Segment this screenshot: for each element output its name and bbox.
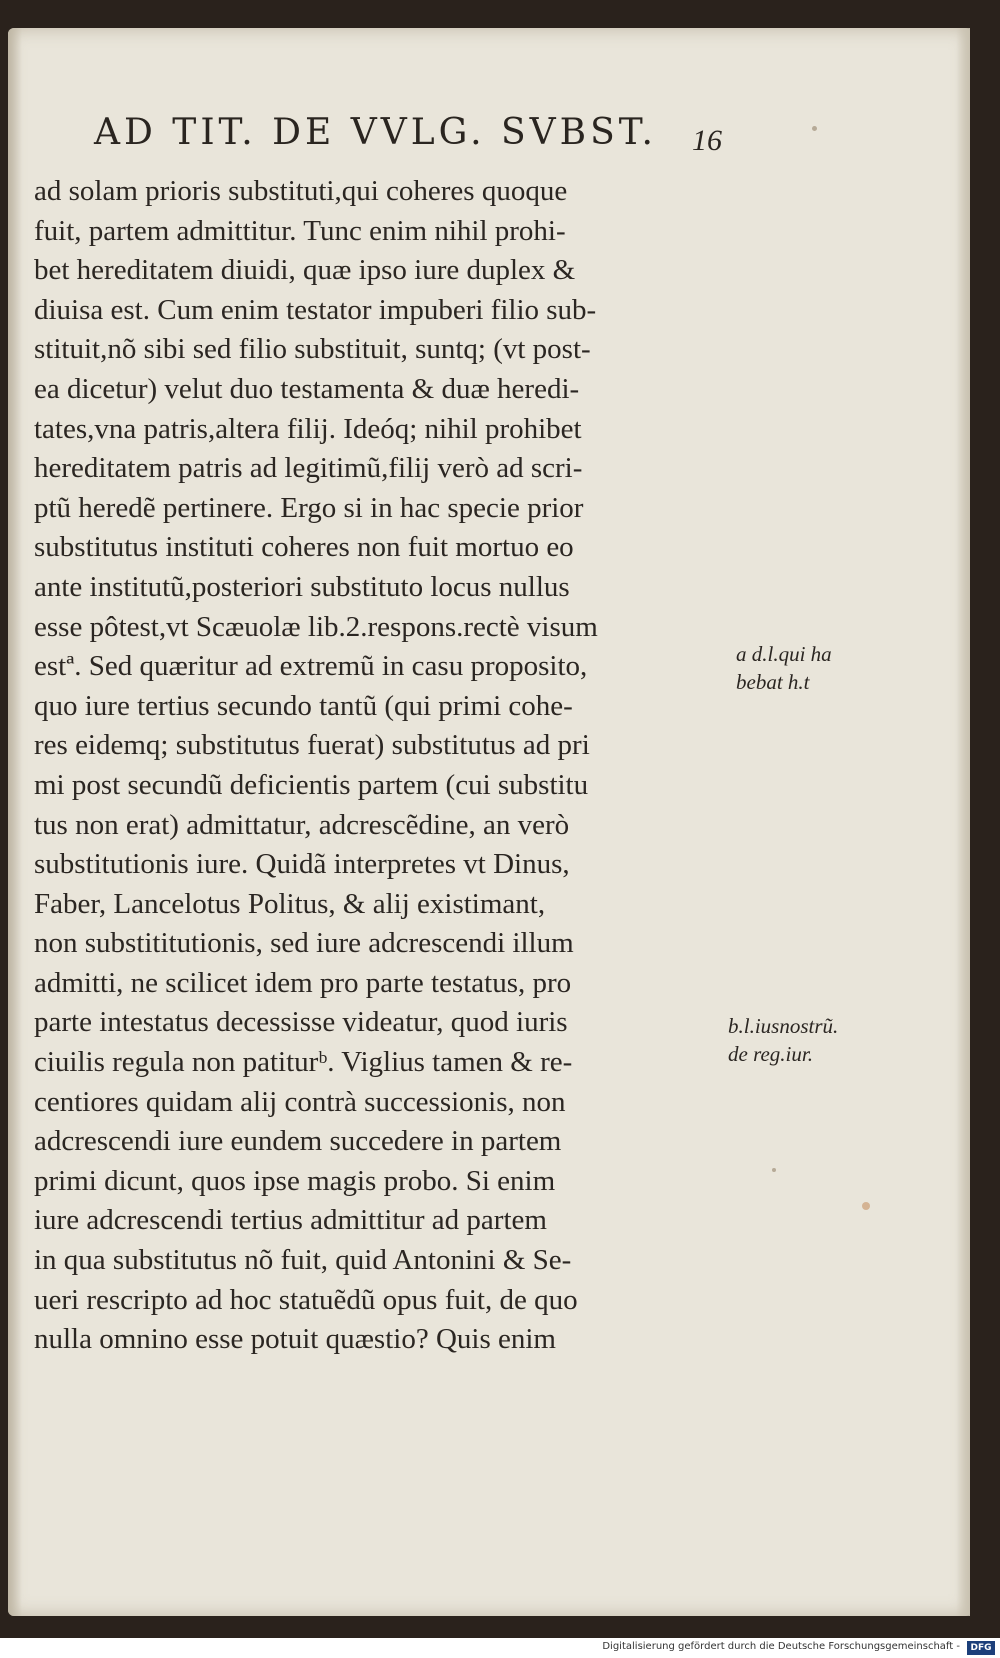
text-line: adcrescendi iure eundem succedere in partem: [34, 1125, 562, 1158]
text-line: stituit,nõ sibi sed filio substituit, suntq; (vt post-: [34, 333, 591, 366]
dfg-logo: DFG: [967, 1641, 995, 1655]
text-line: esse pôtest,vt Scæuolæ lib.2.respons.rectè visum: [34, 610, 598, 643]
margin-note-b: [728, 1012, 838, 1068]
text-line: quo iure tertius secundo tantũ (qui primi cohe-: [34, 689, 573, 722]
page-left-shadow: [8, 28, 22, 1616]
margin-note-a-line1: a d.l.qui ha: [736, 642, 832, 666]
text-line: centiores quidam alij contrà successionis, non: [34, 1085, 566, 1118]
text-line: in qua substitutus nõ fuit, quid Antonini & Se-: [34, 1244, 572, 1277]
text-line: tates,vna patris,altera filij. Ideóq; nihil prohibet: [34, 412, 582, 445]
text-line: tus non erat) admittatur, adcrescẽdine, an verò: [34, 808, 570, 841]
text-line: ueri rescripto ad hoc statuẽdũ opus fuit, de quo: [34, 1283, 578, 1316]
text-line: ea dicetur) velut duo testamenta & duæ heredi-: [34, 372, 580, 405]
text-line: hereditatem patris ad legitimũ,filij verò ad scri-: [34, 452, 583, 485]
text-line: fuit, partem admittitur. Tunc enim nihil prohi-: [34, 214, 566, 247]
text-line: diuisa est. Cum enim testator impuberi filio sub-: [34, 293, 597, 326]
text-line: mi post secundũ deficientis partem (cui substitu: [34, 768, 589, 801]
text-line: bet hereditatem diuidi, quæ ipso iure duplex &: [34, 254, 576, 287]
paper-speck: [772, 1168, 776, 1172]
paper-speck: [812, 126, 817, 131]
text-line: nulla omnino esse potuit quæstio? Quis enim: [34, 1323, 556, 1356]
page-right-shadow: [956, 28, 970, 1616]
margin-note-a: [736, 640, 832, 696]
text-line: iure adcrescendi tertius admittitur ad partem: [34, 1204, 547, 1237]
text-line: substitutionis iure. Quidã interpretes vt Dinus,: [34, 848, 570, 881]
body-text: [34, 172, 734, 1372]
page-number: 16: [692, 124, 722, 157]
text-line: estª. Sed quæritur ad extremũ in casu proposito,: [34, 650, 588, 683]
text-line: primi dicunt, quos ipse magis probo. Si enim: [34, 1164, 556, 1197]
text-line: admitti, ne scilicet idem pro parte testatus, pro: [34, 966, 572, 999]
text-line: parte intestatus decessisse videatur, quod iuris: [34, 1006, 568, 1039]
text-line: ciuilis regula non patiturᵇ. Viglius tamen & re-: [34, 1046, 573, 1079]
text-line: Faber, Lancelotus Politus, & alij existimant,: [34, 887, 546, 920]
margin-note-a-line2: bebat h.t: [736, 670, 810, 694]
text-line: ptũ heredẽ pertinere. Ergo si in hac specie prior: [34, 491, 584, 524]
text-line: non substititutionis, sed iure adcrescendi illum: [34, 927, 574, 960]
margin-note-b-line1: b.l.iusnostrũ.: [728, 1014, 839, 1038]
paper-speck: [862, 1202, 870, 1210]
margin-note-b-line2: de reg.iur.: [728, 1042, 813, 1066]
text-line: ad solam prioris substituti,qui coheres quoque: [34, 175, 568, 207]
text-line: res eidemq; substitutus fuerat) substitutus ad pri: [34, 729, 590, 762]
footer-credit: Digitalisierung gefördert durch die Deutsche Forschungsgemeinschaft -: [602, 1641, 960, 1652]
text-line: ante institutũ,posteriori substituto locus nullus: [34, 570, 570, 603]
running-head: AD TIT. DE VVLG. SVBST.: [94, 112, 657, 153]
text-line: substitutus instituti coheres non fuit mortuo eo: [34, 531, 574, 564]
